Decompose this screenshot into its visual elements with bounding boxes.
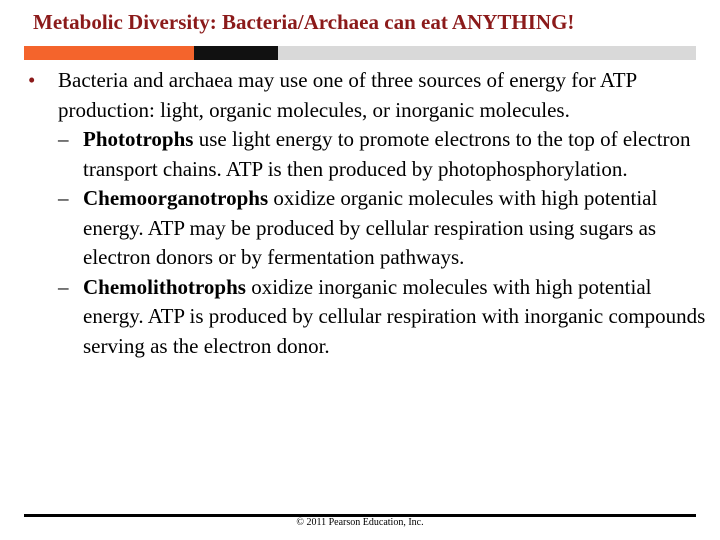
bullet-icon: •: [28, 68, 36, 92]
main-bullet-text: Bacteria and archaea may use one of three sources of energy for ATP production: light, organic molecules, or inorganic molecules.: [58, 68, 637, 122]
title-underline-bar: [24, 46, 696, 60]
subpoint-chemolithotrophs: [28, 273, 708, 362]
subpoint-term: Chemolithotrophs: [83, 274, 246, 299]
slide-body: [28, 66, 708, 361]
dash-icon: –: [58, 127, 69, 151]
subpoint-text: oxidize inorganic molecules with high potential energy. ATP is produced by cellular respiration with inorganic compounds serving as the electron donor.: [83, 274, 706, 358]
dash-icon: –: [58, 274, 69, 299]
title-bar-orange-segment: [24, 46, 194, 60]
subpoint-text: use light energy to promote electrons to the top of electron transport chains. ATP is then produced by photophosphorylation.: [83, 127, 691, 181]
title-bar-gray-segment: [278, 46, 696, 60]
subpoint-term: Phototrophs: [83, 127, 194, 151]
subpoint-chemoorganotrophs: [28, 184, 708, 273]
slide-title: Metabolic Diversity: Bacteria/Archaea can eat ANYTHING!: [33, 10, 575, 34]
main-bullet: [28, 66, 708, 125]
dash-icon: –: [58, 186, 69, 210]
subpoint-text: oxidize organic molecules with high potential energy. ATP may be produced by cellular respiration using sugars as electron donors or by fermentation pathways.: [83, 186, 658, 269]
subpoint-term: Chemoorganotrophs: [83, 186, 269, 210]
subpoint-phototrophs: [28, 125, 708, 184]
title-bar-black-segment: [194, 46, 278, 60]
footer-copyright: © 2011 Pearson Education, Inc.: [296, 517, 424, 528]
